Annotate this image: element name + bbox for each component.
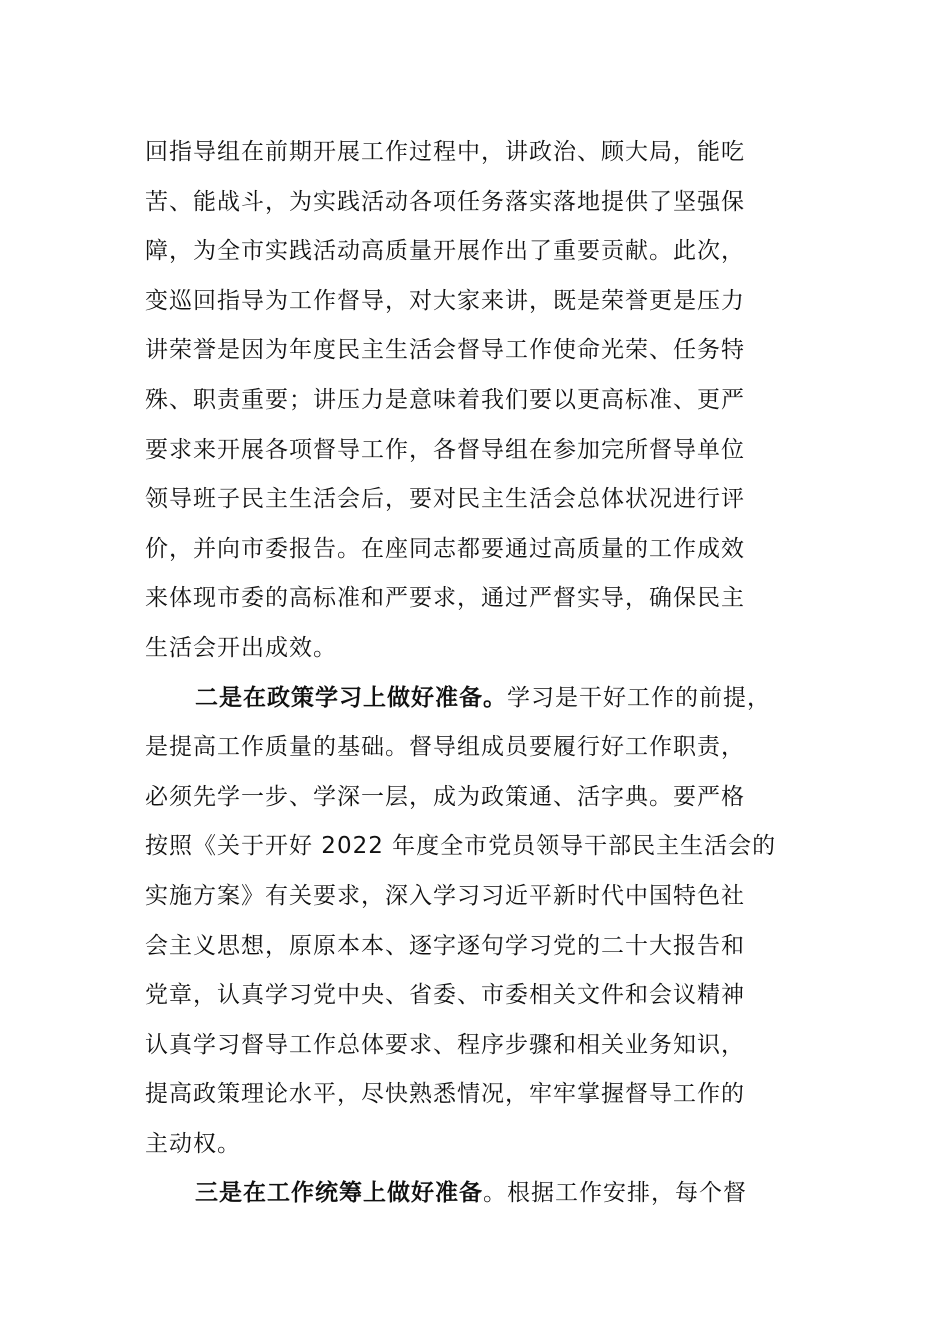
text-line: 会主义思想，原原本本、逐字逐句学习党的二十大报告和 bbox=[145, 932, 745, 959]
document-body bbox=[145, 128, 835, 1219]
text-line: 生活会开出成效。 bbox=[145, 634, 337, 661]
text-line: 变巡回指导为工作督导，对大家来讲，既是荣誉更是压力 bbox=[145, 287, 745, 314]
text-line: 苦、能战斗，为实践活动各项任务落实落地提供了坚强保 bbox=[145, 188, 745, 215]
text-line: 是提高工作质量的基础。督导组成员要履行好工作职责， bbox=[145, 734, 745, 761]
text-line: 认真学习督导工作总体要求、程序步骤和相关业务知识， bbox=[145, 1031, 745, 1058]
text-line: 领导班子民主生活会后，要对民主生活会总体状况进行评 bbox=[145, 486, 745, 513]
paragraph-first-line bbox=[145, 674, 835, 724]
text-span: 。根据工作安排，每个督 bbox=[483, 1180, 747, 1207]
paragraph-3 bbox=[145, 1169, 835, 1219]
text-line: 回指导组在前期开展工作过程中，讲政治、顾大局，能吃 bbox=[145, 139, 745, 165]
text-line: 党章，认真学习党中央、省委、市委相关文件和会议精神 bbox=[145, 982, 745, 1009]
paragraph-heading: 二是在政策学习上做好准备。 bbox=[195, 684, 507, 711]
text-line: 障，为全市实践活动高质量开展作出了重要贡献。此次， bbox=[145, 238, 745, 265]
text-line: 按照《关于开好 2022 年度全市党员领导干部民主生活会的 bbox=[145, 833, 777, 860]
paragraph-2 bbox=[145, 674, 835, 1170]
text-line: 殊、职责重要；讲压力是意味着我们要以更高标准、更严 bbox=[145, 386, 745, 413]
paragraph-first-line bbox=[145, 1169, 835, 1219]
text-line: 要求来开展各项督导工作，各督导组在参加完所督导单位 bbox=[145, 436, 745, 463]
paragraph-heading: 三是在工作统筹上做好准备 bbox=[195, 1180, 483, 1207]
text-line: 来体现市委的高标准和严要求，通过严督实导，确保民主 bbox=[145, 585, 745, 612]
text-line: 讲荣誉是因为年度民主生活会督导工作使命光荣、任务特 bbox=[145, 337, 745, 364]
text-line: 价，并向市委报告。在座同志都要通过高质量的工作成效 bbox=[145, 535, 745, 562]
text-span: 学习是干好工作的前提， bbox=[507, 684, 771, 711]
text-line: 实施方案》有关要求，深入学习习近平新时代中国特色社 bbox=[145, 882, 745, 909]
text-line: 提高政策理论水平，尽快熟悉情况，牢牢掌握督导工作的 bbox=[145, 1081, 745, 1108]
paragraph-1 bbox=[145, 128, 835, 674]
text-line: 主动权。 bbox=[145, 1130, 241, 1157]
text-line: 必须先学一步、学深一层，成为政策通、活字典。要严格 bbox=[145, 783, 745, 810]
